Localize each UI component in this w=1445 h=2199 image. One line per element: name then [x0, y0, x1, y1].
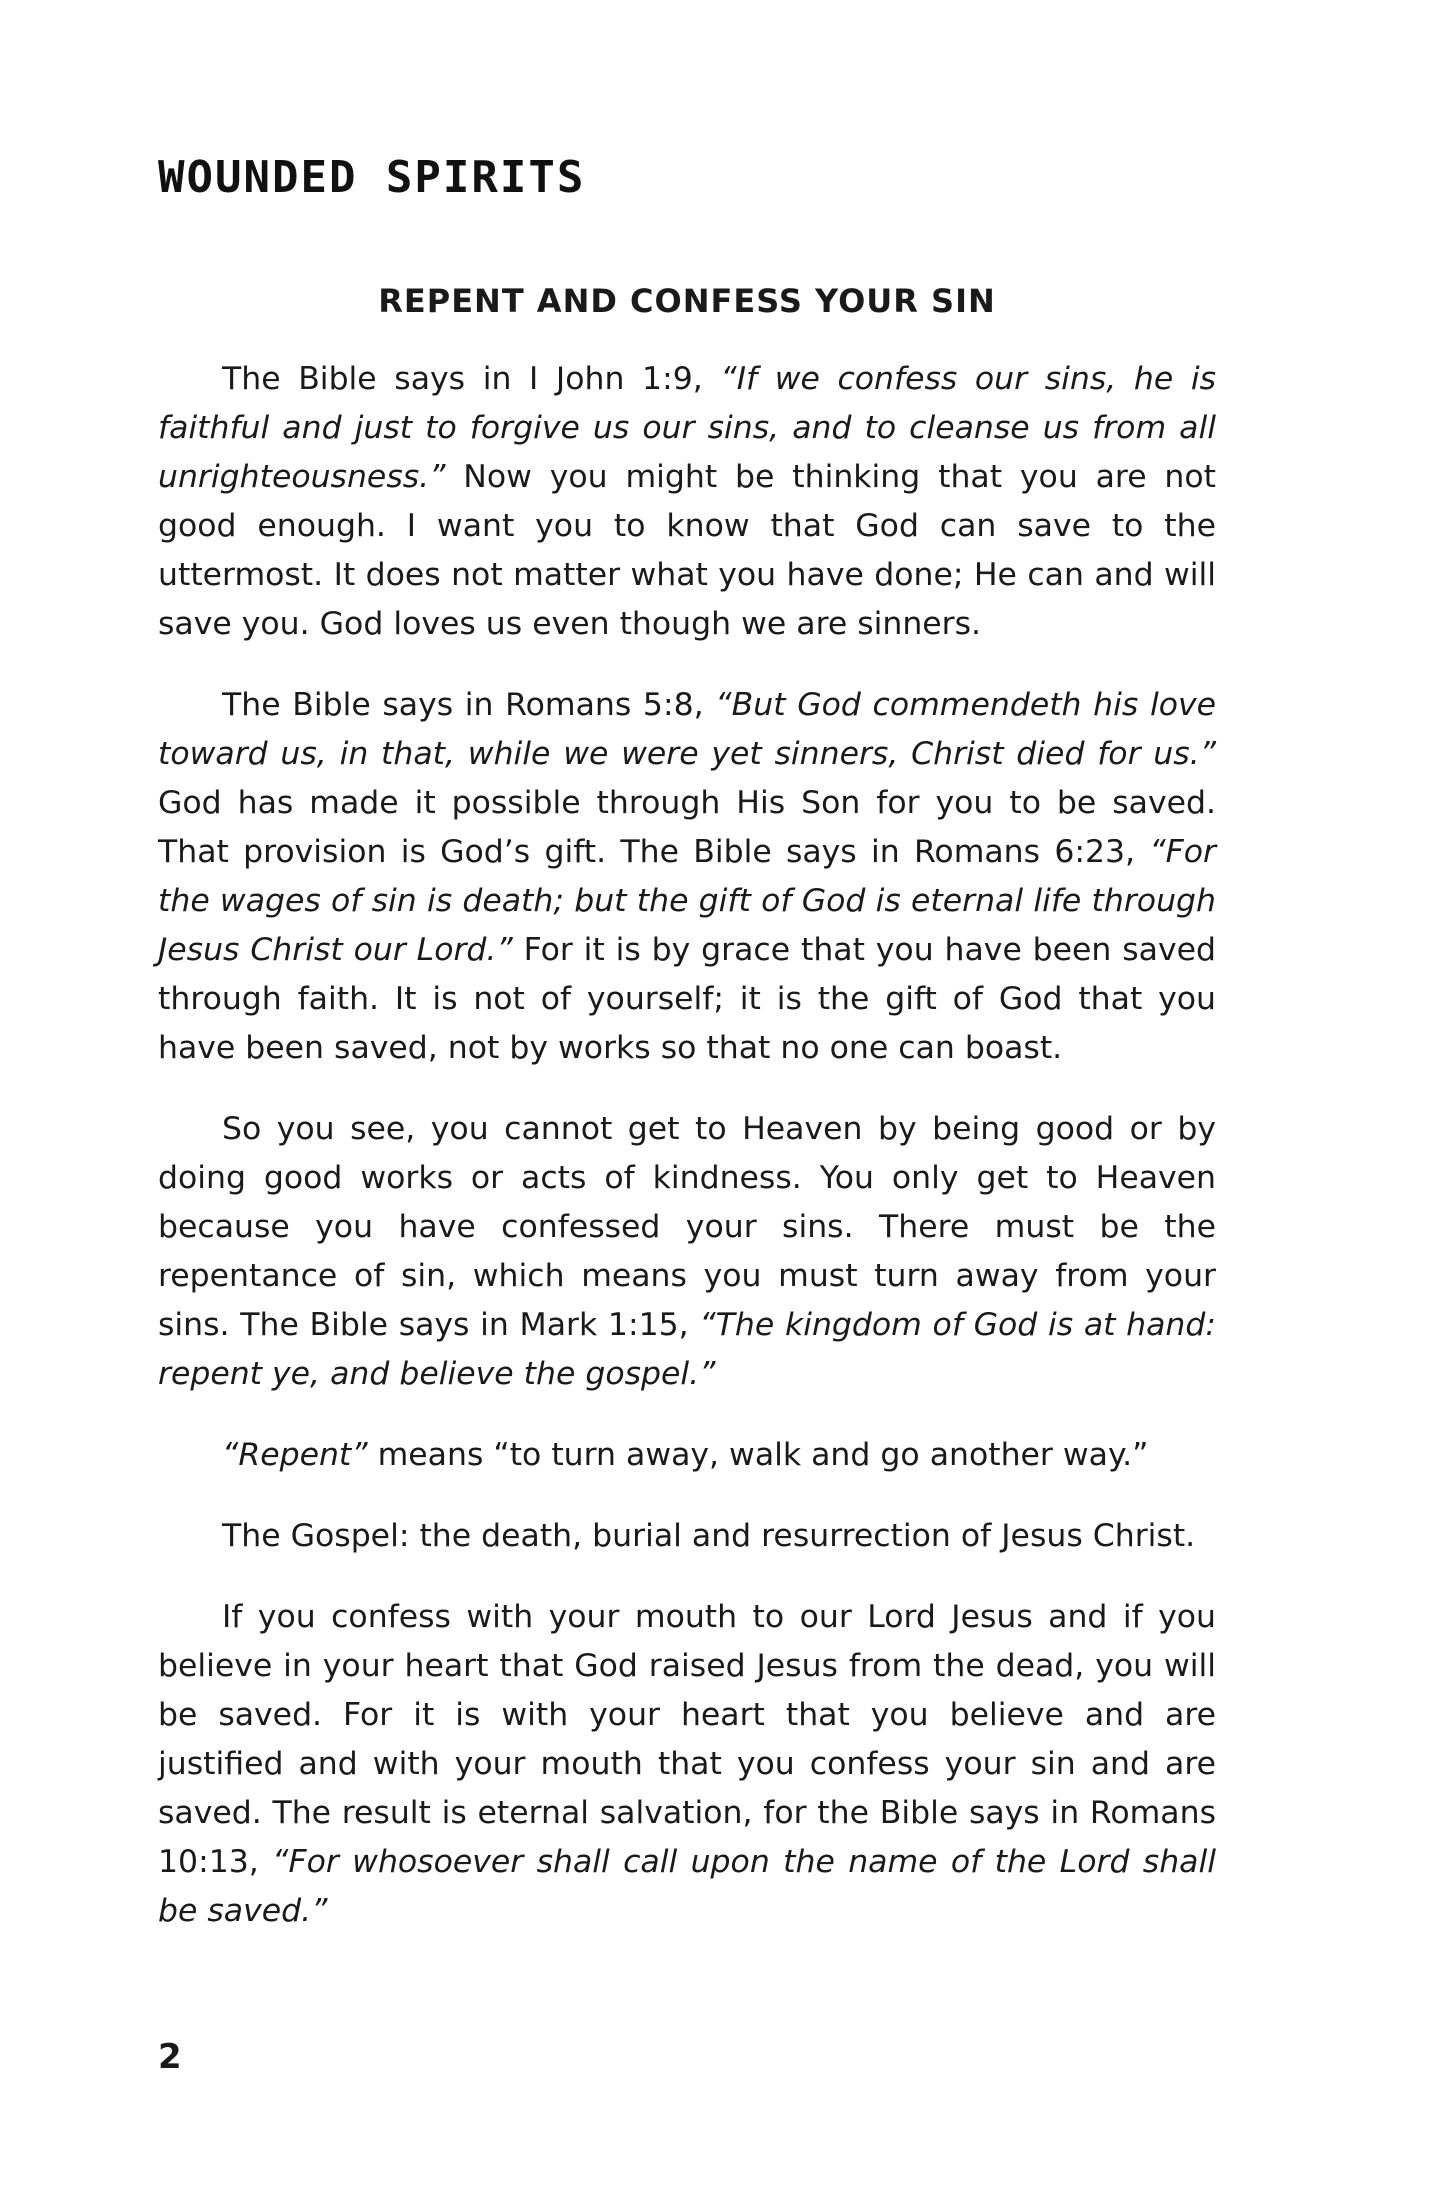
- section-title: REPENT AND CONFESS YOUR SIN: [378, 282, 996, 320]
- scripture-quote: “Repent”: [222, 1437, 368, 1473]
- running-head: WOUNDED SPIRITS: [158, 152, 586, 203]
- scripture-quote: “For the wages of sin is death; but the gift of God is eternal life through Jesus Christ our Lord.”: [158, 834, 1216, 968]
- paragraph-text: The Bible says in I John 1:9,: [222, 361, 721, 397]
- paragraph-text: Now you might be thinking that you are not good enough. I want you to know that God can save to the uttermost. It does not matter what you have done; He can and will save you. God loves us even though we are sinners.: [158, 459, 1216, 642]
- paragraph-6: [158, 1593, 1216, 1936]
- paragraph-4: [158, 1431, 1216, 1480]
- paragraph-text: The Bible says in Romans 5:8,: [222, 687, 716, 723]
- scripture-quote: “For whosoever shall call upon the name of the Lord shall be saved.”: [158, 1844, 1216, 1929]
- paragraph-text: So you see, you cannot get to Heaven by being good or by doing good works or acts of kindness. You only get to Heaven because you have confessed your sins. There must be the repentance of sin, which means you must turn away from your sins. The Bible says in Mark 1:15,: [158, 1111, 1216, 1343]
- paragraph-3: [158, 1105, 1216, 1399]
- paragraph-text: God has made it possible through His Son for you to be saved. That provision is God’s gift. The Bible says in Romans 6:23,: [158, 785, 1216, 870]
- paragraph-2: [158, 681, 1216, 1073]
- paragraph-text: means “to turn away, walk and go another way.”: [367, 1437, 1149, 1473]
- scripture-quote: “The kingdom of God is at hand: repent ye, and believe the gospel.”: [158, 1307, 1216, 1392]
- paragraph-5: [158, 1512, 1216, 1561]
- paragraph-1: [158, 355, 1216, 649]
- paragraph-text: For it is by grace that you have been saved through faith. It is not of yourself; it is the gift of God that you have been saved, not by works so that no one can boast.: [158, 932, 1216, 1066]
- scripture-quote: “But God commendeth his love toward us, in that, while we were yet sinners, Christ died for us.”: [158, 687, 1216, 772]
- body-text: [158, 355, 1216, 1968]
- page-number: 2: [158, 2037, 182, 2077]
- paragraph-text: The Gospel: the death, burial and resurrection of Jesus Christ.: [222, 1518, 1196, 1554]
- paragraph-text: If you confess with your mouth to our Lord Jesus and if you believe in your heart that God raised Jesus from the dead, you will be saved. For it is with your heart that you believe and are justified and with your mouth that you confess your sin and are saved. The result is eternal salvation, for the Bible says in Romans 10:13,: [158, 1599, 1216, 1880]
- scripture-quote: “If we confess our sins, he is faithful and just to forgive us our sins, and to cleanse us from all unrighteousness.”: [158, 361, 1217, 495]
